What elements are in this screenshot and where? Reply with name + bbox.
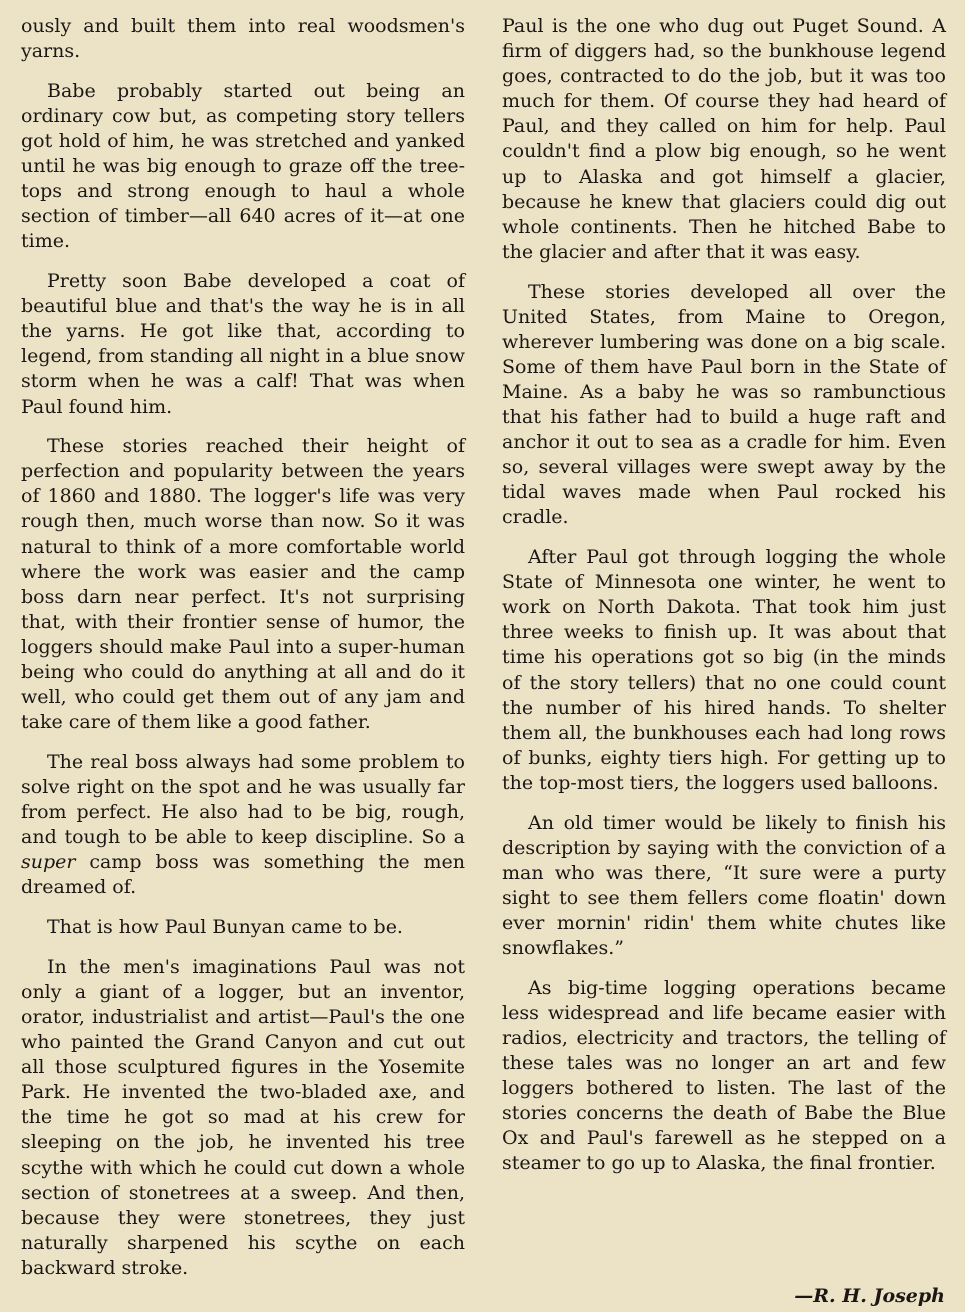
paragraph-old-timer: An old timer would be likely to finish his description by saying with the conviction of a man who was there, “It sure were a purty sight to see them fellers come floatin' down ever mornin' ridin' them white chutes like snowflakes.”	[502, 811, 946, 960]
author-signature: —R. H. Joseph	[794, 1285, 945, 1307]
paragraph-farewell: As big-time logging operations became less widespread and life became easier with radios, electricity and tractors, the telling of these tales was no longer an art and few loggers bothered to listen. The last of the stories concerns the death of Babe the Blue Ox and Paul's farewell as he stepped on a steamer to go up to Alaska, the final frontier.	[502, 976, 946, 1175]
paragraph-inventor: In the men's imaginations Paul was not only a giant of a logger, but an inventor, orator, industrialist and artist—Paul's the one who painted the Grand Canyon and cut out all those sculptured figures in the Yosemite Park. He invented the two-bladed axe, and the time he got so mad at his crew for sleeping on the job, he invented his tree scythe with which he could cut down a whole section of stonetrees at a sweep. And then, because they were stonetrees, they just naturally sharpened his scythe on each backward stroke.	[21, 955, 465, 1279]
emphasis-super: super	[21, 851, 76, 874]
paragraph-babe-origin: Babe probably started out being an ordinary cow but, as competing story tellers got hold of him, he was stretched and yanked until he was big enough to graze off the tree-tops and strong enough to haul a whole section of timber—all 640 acres of it—at one time.	[21, 79, 465, 253]
paragraph-babe-blue: Pretty soon Babe developed a coat of beautiful blue and that's the way he is in all the yarns. He got like that, according to legend, from standing all night in a blue snow storm when he was a calf! That was when Paul found him.	[21, 270, 465, 418]
left-column	[21, 14, 465, 1296]
right-column	[502, 14, 946, 1191]
text-segment: camp boss was something the men dreamed of.	[21, 851, 465, 899]
paragraph-puget-sound: Paul is the one who dug out Puget Sound. A firm of diggers had, so the bunkhouse legend goes, contracted to do the job, but it was too much for them. Of course they had heard of Paul, and they called on him for help. Paul couldn't find a plow big enough, so he went up to Alaska and got himself a glacier, because he knew that glaciers could dig out whole continents. Then he hitched Babe to the glacier and after that it was easy.	[502, 15, 946, 263]
text-segment: The real boss always had some problem to solve right on the spot and he was usually far from perfect. He also had to be big, rough, and tough to be able to keep discipline. So a	[21, 750, 465, 849]
paragraph-height-of-stories: These stories reached their height of perfection and popularity between the years of 1860 and 1880. The logger's life was very rough then, much worse than now. So it was natural to think of a more comfortable world where the work was easier and the camp boss darn near perfect. It's not surprising that, with their frontier sense of humor, the loggers should make Paul into a super-human being who could do anything at all and do it well, who could get them out of any jam and take care of them like a good father.	[21, 435, 465, 734]
paragraph-paul-came-to-be: That is how Paul Bunyan came to be.	[47, 916, 403, 939]
paragraph-continuation: ously and built them into real woodsmen's yarns.	[21, 15, 465, 63]
paragraph-minnesota: After Paul got through logging the whole State of Minnesota one winter, he went to work on North Dakota. That took him just three weeks to finish up. It was about that time his operations got so big (in the minds of the story tellers) that no one could count the number of his hired hands. To shelter them all, the bunkhouses each had long rows of bunks, eighty tiers high. For getting up to the top-most tiers, the loggers used balloons.	[502, 546, 946, 794]
paragraph-stories-developed: These stories developed all over the United States, from Maine to Oregon, wherever lumbering was done on a big scale. Some of them have Paul born in the State of Maine. As a baby he was so rambunctious that his father had to build a huge raft and anchor it out to sea as a cradle for him. Even so, several villages were swept away by the tidal waves made when Paul rocked his cradle.	[502, 280, 946, 529]
paragraph-real-boss	[21, 750, 465, 901]
